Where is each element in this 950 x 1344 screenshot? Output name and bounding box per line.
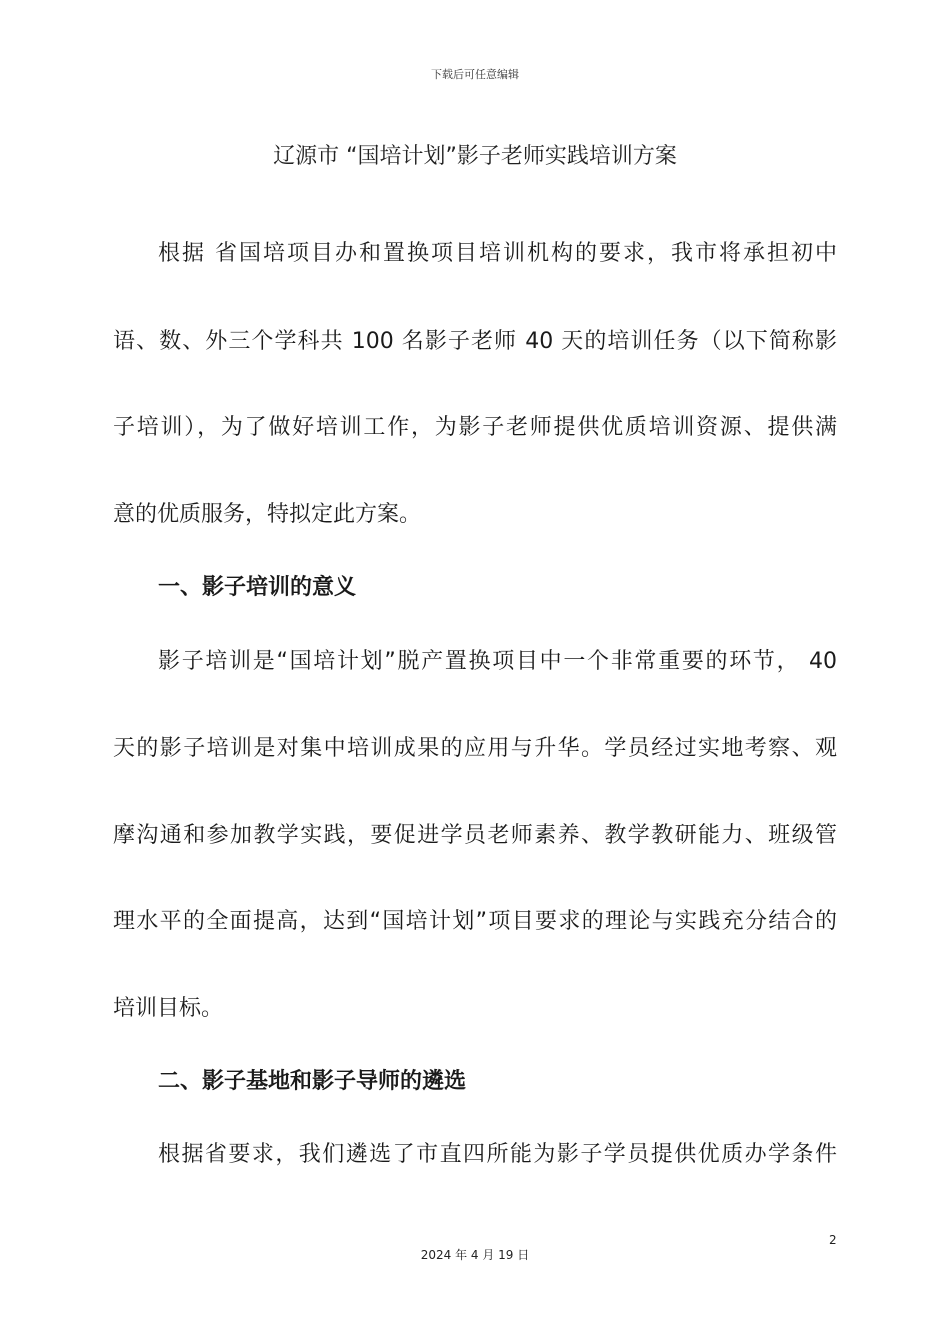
section1-line-4: 理水平的全面提高，达到“国培计划”项目要求的理论与实践充分结合的 xyxy=(113,909,837,934)
section-heading-1: 一、影子培训的意义 xyxy=(158,575,357,600)
page-footer-date: 2024 年 4 月 19 日 xyxy=(420,1248,530,1262)
section2-line-1: 根据省要求，我们遴选了市直四所能为影子学员提供优质办学条件 xyxy=(158,1142,837,1167)
intro-line-1: 根据 省国培项目办和置换项目培训机构的要求，我市将承担初中 xyxy=(158,241,837,266)
section1-line-5: 培训目标。 xyxy=(113,996,224,1021)
section1-line-3: 摩沟通和参加教学实践，要促进学员老师素养、教学教研能力、班级管 xyxy=(113,823,837,848)
page-number: 2 xyxy=(829,1233,837,1247)
section1-line-1: 影子培训是“国培计划”脱产置换项目中一个非常重要的环节， 40 xyxy=(158,649,837,674)
section1-line-2: 天的影子培训是对集中培训成果的应用与升华。学员经过实地考察、观 xyxy=(113,736,837,761)
section-heading-2: 二、影子基地和影子导师的遴选 xyxy=(158,1069,467,1094)
intro-line-3: 子培训），为了做好培训工作，为影子老师提供优质培训资源、提供满 xyxy=(113,415,837,440)
intro-line-4: 意的优质服务，特拟定此方案。 xyxy=(113,502,422,527)
page-header: 下载后可任意编辑 xyxy=(431,68,519,81)
intro-line-2: 语、数、外三个学科共 100 名影子老师 40 天的培训任务（以下简称影 xyxy=(113,329,837,354)
document-title: 辽源市 “国培计划”影子老师实践培训方案 xyxy=(273,144,677,169)
